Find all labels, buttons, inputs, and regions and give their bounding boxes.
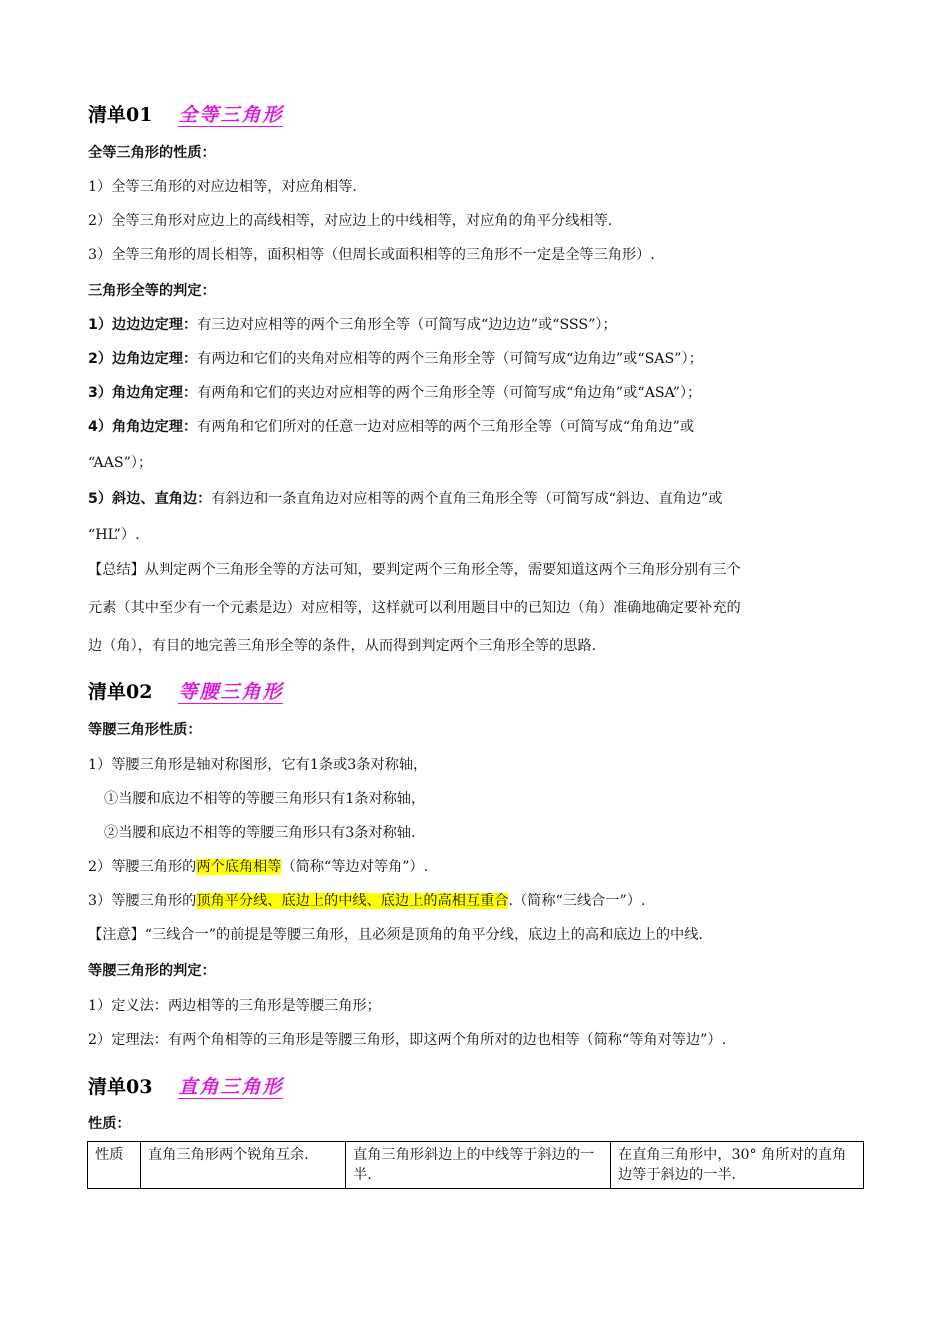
congruent-judgement-heading: 三角形全等的判定： [88,283,216,299]
isosceles-property-1a: ①当腰和底边不相等的等腰三角形只有1条对称轴， [104,791,426,807]
section-3-heading [88,1072,283,1102]
summary-line-3: 边（角），有目的地完善三角形全等的条件，从而得到判定两个三角形全等的思路. [88,638,597,654]
judgement-aas-cont: “AAS”）； [88,455,153,471]
summary-line-1: 【总结】从判定两个三角形全等的方法可知，要判定两个三角形全等，需要知道这两个三角形分别有三个 [88,562,741,578]
congruent-property-2: 2）全等三角形对应边上的高线相等，对应边上的中线相等，对应角的角平分线相等. [88,213,613,229]
judgement-label: 1）边边边定理： [88,317,198,333]
table-cell: 直角三角形斜边上的中线等于斜边的一半. [346,1142,611,1189]
text: 3）等腰三角形的 [88,893,197,909]
judgement-label: 4）角角边定理： [88,419,198,435]
section-2-number: 清单02 [88,681,153,703]
judgement-sas [88,349,703,369]
section-3-number: 清单03 [88,1076,153,1098]
isosceles-property-2 [88,857,428,877]
section-1-heading [88,100,283,130]
right-triangle-properties-table [87,1141,864,1189]
judgement-sss [88,315,617,335]
judgement-label: 3）角边角定理： [88,385,198,401]
table-cell: 在直角三角形中，30° 角所对的直角边等于斜边的一半. [611,1142,864,1189]
judgement-text: 有斜边和一条直角边对应相等的两个直角三角形全等（可简写成“斜边、直角边”或 [211,491,723,507]
isosceles-property-1: 1）等腰三角形是轴对称图形，它有1条或3条对称轴， [88,757,428,773]
judgement-text: 有两角和它们所对的任意一边对应相等的两个三角形全等（可简写成“角角边”或 [197,419,695,435]
highlighted-text: 两个底角相等 [196,859,282,875]
text: 2）等腰三角形的 [88,859,197,875]
isosceles-property-1b: ②当腰和底边不相等的等腰三角形只有3条对称轴. [104,825,416,841]
section-1-number: 清单01 [88,104,153,126]
congruent-property-1: 1）全等三角形的对应边相等，对应角相等. [88,179,357,195]
section-1-title: 全等三角形 [178,104,284,126]
congruent-property-3: 3）全等三角形的周长相等，面积相等（但周长或面积相等的三角形不一定是全等三角形）. [88,247,655,263]
judgement-hl-cont: “HL”）. [88,527,140,543]
judgement-text: 有三边对应相等的两个三角形全等（可简写成“边边边”或“SSS”）； [197,317,617,333]
right-triangle-properties-heading: 性质： [88,1116,131,1132]
section-2-title: 等腰三角形 [178,681,284,703]
isosceles-judgement-heading: 等腰三角形的判定： [88,963,216,979]
table-cell: 直角三角形两个锐角互余. [141,1142,346,1189]
section-2-heading [88,677,283,707]
text: .（简称“三线合一”）. [508,893,646,909]
highlighted-text: 顶角平分线、底边上的中线、底边上的高相互重合 [196,893,509,909]
judgement-label: 5）斜边、直角边： [88,491,212,507]
section-3-title: 直角三角形 [178,1076,284,1098]
table-row [88,1142,864,1189]
judgement-text: 有两边和它们的夹角对应相等的两个三角形全等（可简写成“边角边”或“SAS”）； [197,351,703,367]
judgement-asa [88,383,701,403]
isosceles-judgement-1: 1）定义法：两边相等的三角形是等腰三角形； [88,998,381,1014]
summary-line-2: 元素（其中至少有一个元素是边）对应相等，这样就可以利用题目中的已知边（角）准确地确定要补充的 [88,600,741,616]
judgement-label: 2）边角边定理： [88,351,198,367]
judgement-text: 有两角和它们的夹边对应相等的两个三角形全等（可简写成“角边角”或“ASA”）； [197,385,702,401]
judgement-hl [88,489,722,509]
isosceles-property-3 [88,891,646,911]
judgement-aas [88,417,694,437]
isosceles-properties-heading: 等腰三角形性质： [88,722,202,738]
congruent-properties-heading: 全等三角形的性质： [88,145,216,161]
isosceles-judgement-2: 2）定理法：有两个角相等的三角形是等腰三角形，即这两个角所对的边也相等（简称“等角对等边”）. [88,1032,727,1048]
table-cell: 性质 [88,1142,141,1189]
text: （简称“等边对等角”）. [281,859,429,875]
isosceles-note: 【注意】“三线合一”的前提是等腰三角形，且必须是顶角的角平分线，底边上的高和底边上的中线. [88,927,703,943]
